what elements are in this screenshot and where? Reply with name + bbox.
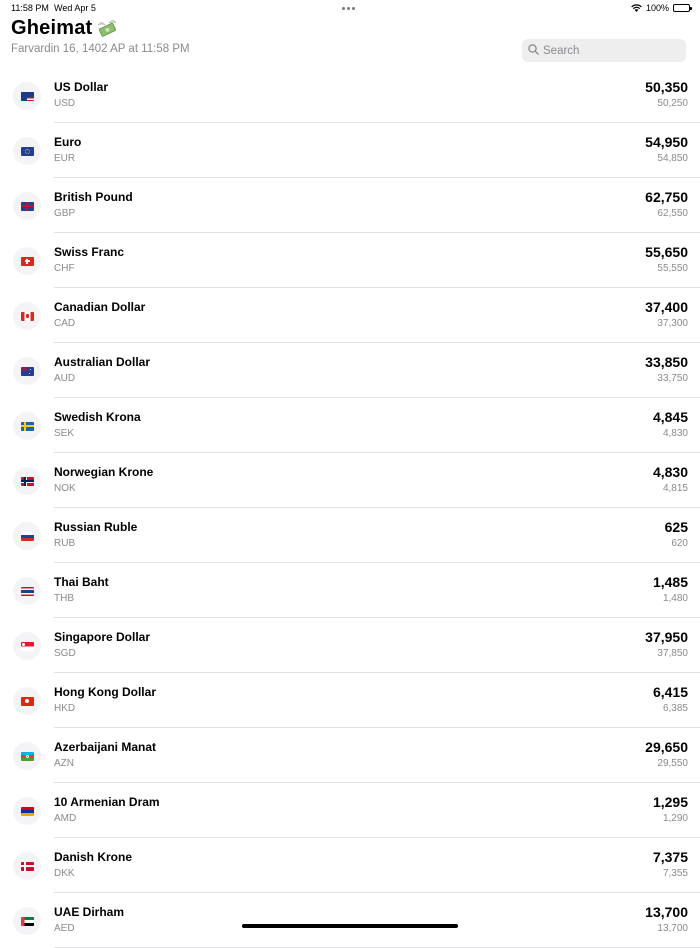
norway-flag-icon xyxy=(13,467,41,495)
currency-sell-price: 4,845 xyxy=(652,409,688,425)
currency-name: Canadian Dollar xyxy=(54,300,146,314)
currency-buy-price: 29,550 xyxy=(657,758,688,769)
denmark-flag-icon xyxy=(13,852,41,880)
currency-code: GBP xyxy=(54,208,76,219)
currency-name: British Pound xyxy=(54,190,133,204)
currency-row-azn[interactable] xyxy=(0,728,700,783)
currency-sell-price: 625 xyxy=(664,519,688,535)
currency-sell-price: 33,850 xyxy=(645,354,688,370)
currency-buy-price: 62,550 xyxy=(657,208,688,219)
currency-buy-price: 4,830 xyxy=(662,428,688,439)
currency-row-sek[interactable] xyxy=(0,398,700,453)
currency-row-thb[interactable] xyxy=(0,563,700,618)
currency-sell-price: 13,700 xyxy=(645,904,688,920)
sweden-flag-icon xyxy=(13,412,41,440)
canada-flag-icon xyxy=(13,302,41,330)
search-icon xyxy=(528,42,539,60)
currency-buy-price: 1,290 xyxy=(662,813,688,824)
currency-buy-price: 13,700 xyxy=(657,923,688,934)
eu-flag-icon xyxy=(13,137,41,165)
currency-name: Singapore Dollar xyxy=(54,630,151,644)
currency-code: CAD xyxy=(54,318,76,329)
currency-code: NOK xyxy=(54,483,76,494)
currency-code: AUD xyxy=(54,373,76,384)
currency-sell-price: 4,830 xyxy=(652,464,688,480)
currency-buy-price: 4,815 xyxy=(662,483,688,494)
status-date: Wed Apr 5 xyxy=(54,3,96,13)
currency-row-sgd[interactable] xyxy=(0,618,700,673)
home-indicator[interactable] xyxy=(242,924,458,928)
us-flag-icon xyxy=(13,82,41,110)
currency-code: DKK xyxy=(54,868,75,879)
hong-kong-flag-icon xyxy=(13,687,41,715)
currency-sell-price: 54,950 xyxy=(645,134,688,150)
thailand-flag-icon xyxy=(13,577,41,605)
currency-sell-price: 37,950 xyxy=(645,629,688,645)
page-title-text: Gheimat xyxy=(11,17,93,39)
currency-sell-price: 55,650 xyxy=(645,244,688,260)
currency-row-nok[interactable] xyxy=(0,453,700,508)
currency-sell-price: 1,295 xyxy=(652,794,688,810)
currency-code: USD xyxy=(54,98,76,109)
currency-sell-price: 62,750 xyxy=(645,189,688,205)
uae-flag-icon xyxy=(13,907,41,935)
currency-name: Norwegian Krone xyxy=(54,465,154,479)
currency-buy-price: 7,355 xyxy=(662,868,688,879)
page-title xyxy=(11,17,190,40)
currency-buy-price: 620 xyxy=(671,538,688,549)
battery-icon xyxy=(673,4,690,12)
multitasking-dots-icon[interactable] xyxy=(342,7,355,10)
currency-row-aud[interactable] xyxy=(0,343,700,398)
currency-name: Australian Dollar xyxy=(54,355,151,369)
currency-row-usd[interactable] xyxy=(0,68,700,123)
currency-code: THB xyxy=(54,593,74,604)
currency-name: 10 Armenian Dram xyxy=(54,795,160,809)
currency-name: Swedish Krona xyxy=(54,410,141,424)
status-time: 11:58 PM xyxy=(11,3,49,13)
wifi-icon xyxy=(631,4,642,12)
currency-code: EUR xyxy=(54,153,76,164)
status-right xyxy=(631,3,690,13)
azerbaijan-flag-icon xyxy=(13,742,41,770)
singapore-flag-icon xyxy=(13,632,41,660)
currency-row-hkd[interactable] xyxy=(0,673,700,728)
search-input[interactable] xyxy=(543,45,673,57)
currency-list xyxy=(0,68,700,948)
currency-buy-price: 37,300 xyxy=(657,318,688,329)
currency-sell-price: 7,375 xyxy=(652,849,688,865)
armenia-flag-icon xyxy=(13,797,41,825)
currency-code: RUB xyxy=(54,538,76,549)
status-bar xyxy=(0,0,700,18)
australia-flag-icon xyxy=(13,357,41,385)
currency-code: SEK xyxy=(54,428,75,439)
currency-buy-price: 54,850 xyxy=(657,153,688,164)
currency-code: CHF xyxy=(54,263,75,274)
currency-name: Danish Krone xyxy=(54,850,133,864)
currency-buy-price: 55,550 xyxy=(657,263,688,274)
currency-name: Hong Kong Dollar xyxy=(54,685,156,699)
currency-sell-price: 6,415 xyxy=(652,684,688,700)
currency-buy-price: 37,850 xyxy=(657,648,688,659)
header xyxy=(11,17,190,55)
currency-sell-price: 50,350 xyxy=(645,79,688,95)
currency-row-eur[interactable] xyxy=(0,123,700,178)
currency-name: UAE Dirham xyxy=(54,905,125,919)
currency-row-amd[interactable] xyxy=(0,783,700,838)
currency-code: AMD xyxy=(54,813,77,824)
currency-code: AZN xyxy=(54,758,74,769)
currency-row-rub[interactable] xyxy=(0,508,700,563)
currency-row-dkk[interactable] xyxy=(0,838,700,893)
currency-name: Swiss Franc xyxy=(54,245,125,259)
currency-code: HKD xyxy=(54,703,76,714)
search-bar[interactable] xyxy=(522,39,686,62)
currency-sell-price: 29,650 xyxy=(645,739,688,755)
currency-row-chf[interactable] xyxy=(0,233,700,288)
currency-name: Azerbaijani Manat xyxy=(54,740,157,754)
russia-flag-icon xyxy=(13,522,41,550)
last-updated-text: Farvardin 16, 1402 AP at 11:58 PM xyxy=(11,43,190,55)
currency-name: Thai Baht xyxy=(54,575,109,589)
currency-row-gbp[interactable] xyxy=(0,178,700,233)
currency-code: AED xyxy=(54,923,75,934)
currency-buy-price: 1,480 xyxy=(662,593,688,604)
swiss-flag-icon xyxy=(13,247,41,275)
uk-flag-icon xyxy=(13,192,41,220)
currency-name: Euro xyxy=(54,135,82,149)
currency-name: US Dollar xyxy=(54,80,109,94)
currency-buy-price: 6,385 xyxy=(662,703,688,714)
currency-row-cad[interactable] xyxy=(0,288,700,343)
battery-percent: 100% xyxy=(645,3,669,13)
currency-sell-price: 1,485 xyxy=(652,574,688,590)
currency-sell-price: 37,400 xyxy=(645,299,688,315)
money-with-wings-icon xyxy=(96,19,118,39)
currency-buy-price: 50,250 xyxy=(657,98,688,109)
currency-row-aed[interactable] xyxy=(0,893,700,948)
currency-buy-price: 33,750 xyxy=(657,373,688,384)
currency-name: Russian Ruble xyxy=(54,520,138,534)
currency-code: SGD xyxy=(54,648,76,659)
